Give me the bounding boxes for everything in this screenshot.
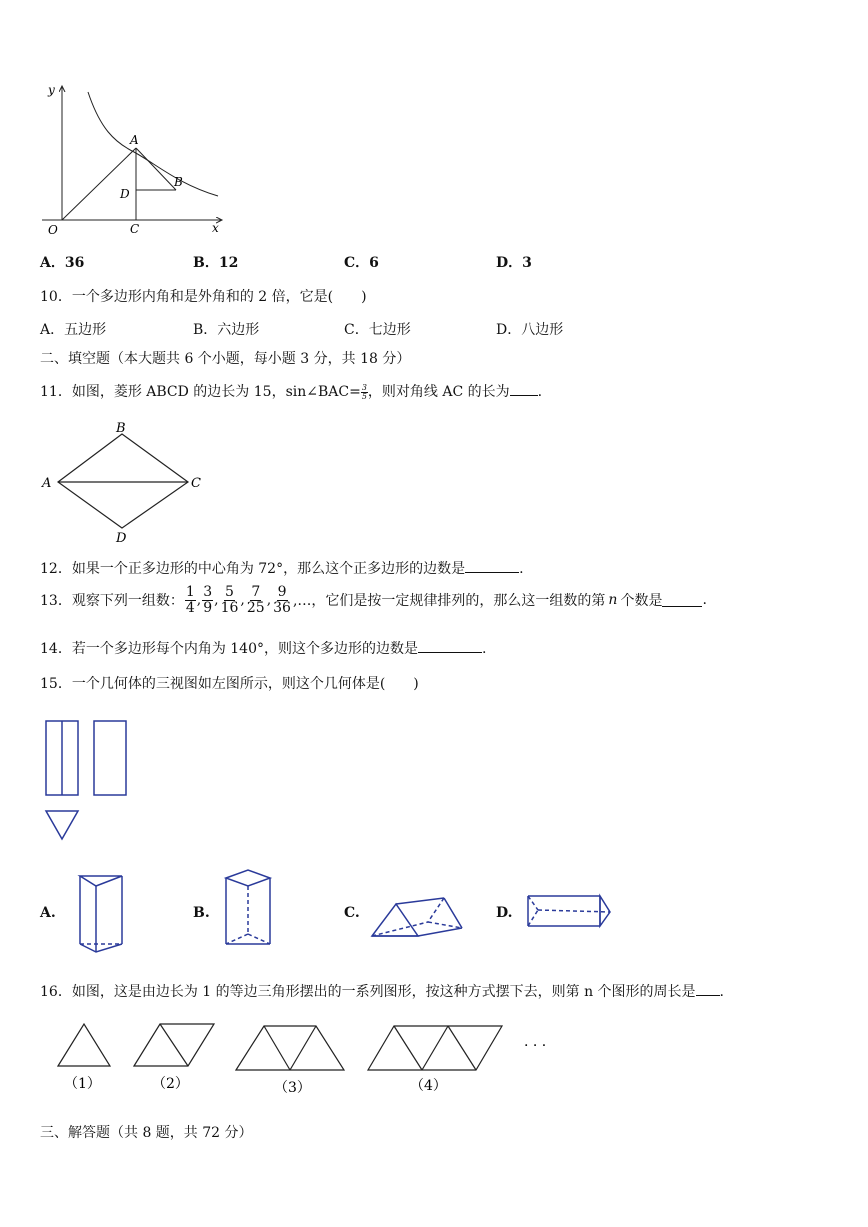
q16-ellipsis: · · · xyxy=(524,1038,547,1054)
q16-answer-blank[interactable] xyxy=(696,983,720,996)
q14-answer-blank[interactable] xyxy=(418,640,482,653)
q12-text: 12．如果一个正多边形的中心角为 72°，那么这个正多边形的边数是 xyxy=(40,561,466,577)
q13-text-after: 它们是按一定规律排列的，那么这一组数的第 xyxy=(325,593,606,610)
q11-frac-denominator: 5 xyxy=(361,391,367,401)
q16-caption-1: （1） xyxy=(64,1076,101,1092)
q13-fraction-3 xyxy=(220,585,240,615)
q11-stem xyxy=(40,381,542,401)
q9-option-b[interactable]: B．12 xyxy=(193,255,239,271)
graph-label-x: x xyxy=(212,221,219,235)
q13-frac-4-den: 25 xyxy=(246,599,265,616)
q13-fraction-5 xyxy=(272,585,292,615)
q13-frac-3-den: 16 xyxy=(220,599,239,616)
q11-frac-numerator: 3 xyxy=(361,383,367,393)
rhombus-label-B: B xyxy=(116,421,126,436)
q11-text-after: ，则对角线 AC 的长为 xyxy=(367,384,510,400)
q16-caption-3: （3） xyxy=(274,1080,311,1096)
q10-stem: 10．一个多边形内角和是外角和的 2 倍，它是( ) xyxy=(40,289,367,305)
q13-frac-4-num: 7 xyxy=(251,584,261,600)
q14-stem xyxy=(40,638,486,658)
q16-triangles-figure xyxy=(52,1014,572,1100)
q11-fraction xyxy=(361,384,368,399)
q13-frac-5-num: 9 xyxy=(277,584,287,600)
section-2-heading: 二、填空题（本大题共 6 个小题，每小题 3 分，共 18 分） xyxy=(40,351,411,367)
q13-text-before: 13．观察下列一组数： xyxy=(40,593,184,610)
q11-answer-blank[interactable] xyxy=(510,383,538,396)
q15-option-c-figure[interactable] xyxy=(368,888,468,944)
graph-label-D: D xyxy=(120,187,130,201)
graph-label-O: O xyxy=(48,223,58,237)
q10-option-d[interactable]: D．八边形 xyxy=(496,322,564,338)
q10-option-b[interactable]: B．六边形 xyxy=(193,322,260,338)
q13-frac-3-num: 5 xyxy=(225,584,234,600)
q13-answer-blank[interactable] xyxy=(662,594,702,607)
q9-graph xyxy=(38,80,228,240)
rhombus-label-A: A xyxy=(42,476,52,491)
graph-label-B: B xyxy=(174,175,183,189)
q13-fraction-1 xyxy=(185,585,196,615)
q11-text-before: 11．如图，菱形 ABCD 的边长为 15，sin∠BAC= xyxy=(40,384,361,400)
q16-caption-2: （2） xyxy=(152,1076,189,1092)
q10-option-c[interactable]: C．七边形 xyxy=(344,322,411,338)
q15-option-b[interactable]: B. xyxy=(193,905,210,921)
graph-label-C: C xyxy=(130,222,140,236)
q13-n: n xyxy=(608,592,618,609)
q15-option-d-figure[interactable] xyxy=(520,888,620,936)
q13-frac-2-num: 3 xyxy=(203,584,213,600)
q15-option-c[interactable]: C. xyxy=(344,905,360,921)
q10-option-a[interactable]: A．五边形 xyxy=(40,322,107,338)
q11-rhombus-figure xyxy=(38,418,208,544)
q13-end: . xyxy=(702,592,707,609)
q15-three-views-figure xyxy=(40,715,140,847)
q13-frac-1-num: 1 xyxy=(185,584,195,600)
q16-text: 16．如图，这是由边长为 1 的等边三角形摆出的一系列图形，按这种方式摆下去，则第 n 个图形的周长是 xyxy=(40,984,696,1000)
q13-frac-5-den: 36 xyxy=(273,599,291,616)
section-3-heading: 三、解答题（共 8 题，共 72 分） xyxy=(40,1125,253,1141)
q13-fraction-4 xyxy=(246,585,266,615)
q13-ellipsis: ,…， xyxy=(292,593,326,610)
q15-option-d[interactable]: D. xyxy=(496,905,513,921)
q16-stem xyxy=(40,981,724,1001)
q15-option-a-figure[interactable] xyxy=(74,868,130,958)
q14-end: . xyxy=(482,641,487,657)
q15-stem: 15．一个几何体的三视图如左图所示，则这个几何体是( ) xyxy=(40,676,419,692)
graph-label-y: y xyxy=(48,83,55,97)
q12-end: . xyxy=(519,561,524,577)
q12-stem xyxy=(40,558,524,578)
q9-option-c[interactable]: C．6 xyxy=(344,255,379,271)
q15-option-a[interactable]: A. xyxy=(40,905,56,921)
q9-option-d[interactable]: D．3 xyxy=(496,255,532,271)
q16-caption-4: （4） xyxy=(410,1078,447,1094)
q13-stem: 13．观察下列一组数： $\frac{1}{4}$ , $\frac{3}{9}$ , $\frac{5}{16}$ , $\frac{7}{25}$ , $\frac{9}{36}$ ,…， 它们是按一定规律排列的，那么这一组数的第 n 个数是 . xyxy=(40,584,707,616)
q13-frac-1-den: 4 xyxy=(185,599,195,616)
q11-end: . xyxy=(537,384,543,400)
q14-text: 14．若一个多边形每个内角为 140°，则这个多边形的边数是 xyxy=(40,641,418,657)
rhombus-label-C: C xyxy=(191,476,201,491)
q13-fraction-2 xyxy=(202,585,213,615)
graph-label-A: A xyxy=(130,133,139,147)
q16-end: . xyxy=(719,984,724,1000)
q15-option-b-figure[interactable] xyxy=(220,866,276,956)
q13-text-after2: 个数是 xyxy=(620,593,663,610)
q13-frac-2-den: 9 xyxy=(203,599,213,616)
q9-option-a[interactable]: A．36 xyxy=(40,255,85,271)
rhombus-label-D: D xyxy=(116,531,127,544)
q12-answer-blank[interactable] xyxy=(465,560,519,573)
